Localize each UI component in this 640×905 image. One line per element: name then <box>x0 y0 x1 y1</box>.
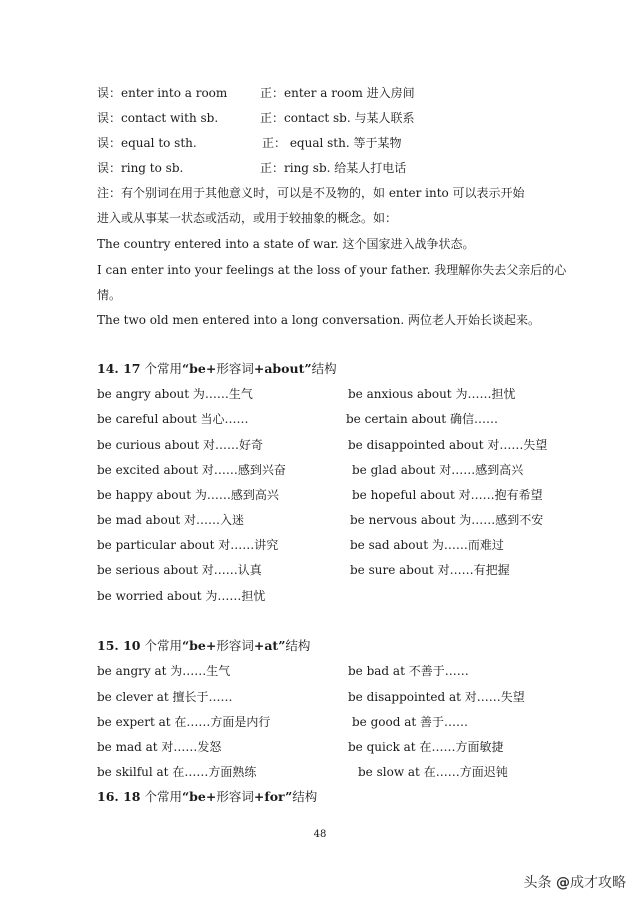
page-number: 48 <box>313 829 327 840</box>
phrase-left: be excited about 对……感到兴奋 <box>97 463 286 477</box>
example-sentence: The country entered into a state of war. 这个国家进入战争状态。 <box>97 237 475 251</box>
error-row-right: 正：enter a room 进入房间 <box>260 86 415 100</box>
note-text-line: 进入或从事某一状态或活动，或用于较抽象的概念。如： <box>97 211 398 225</box>
phrase-left: be serious about 对……认真 <box>97 563 262 577</box>
example-sentence: I can enter into your feelings at the loss of your father. 我理解你失去父亲后的心 <box>97 263 567 277</box>
error-row-wrong: 误：ring to sb. <box>97 161 184 175</box>
phrase-left: be happy about 为……感到高兴 <box>97 488 279 502</box>
example-sentence-cont: 情。 <box>97 288 122 302</box>
phrase-right: be bad at 不善于…… <box>348 664 469 678</box>
heading-text: 个常用 <box>140 361 182 376</box>
error-row-right: 正：ring sb. 给某人打电话 <box>260 161 407 175</box>
heading-bold: +at” <box>253 638 286 653</box>
heading-text: 形容词 <box>216 789 254 804</box>
phrase-right: be quick at 在……方面敏捷 <box>348 740 504 754</box>
phrase-right: be anxious about 为……担忧 <box>348 387 516 401</box>
phrase-right: be sure about 对……有把握 <box>350 563 510 577</box>
heading-text: 结构 <box>285 638 311 653</box>
heading-bold: +about” <box>253 361 312 376</box>
heading-bold: “be+ <box>181 789 217 804</box>
section-heading-16 <box>97 788 317 806</box>
watermark-prefix: 头条 <box>523 875 556 891</box>
phrase-left: be careful about 当心…… <box>97 412 249 426</box>
phrase-right: be certain about 确信…… <box>346 412 498 426</box>
phrase-left: be particular about 对……讲究 <box>97 538 279 552</box>
phrase-left: be mad about 对……入迷 <box>97 513 245 527</box>
heading-text: 形容词 <box>216 361 254 376</box>
phrase-left: be expert at 在……方面是内行 <box>97 715 271 729</box>
phrase-right: be hopeful about 对……抱有希望 <box>352 488 543 502</box>
heading-bold: “be+ <box>181 638 217 653</box>
heading-number: 15. 10 <box>97 638 141 653</box>
watermark <box>524 872 626 892</box>
note-text-line: 注：有个别词在用于其他意义时，可以是不及物的，如 enter into 可以表示开始 <box>97 186 525 200</box>
phrase-right: be good at 善于…… <box>352 715 469 729</box>
phrase-right: be sad about 为……而难过 <box>350 538 504 552</box>
heading-text: 形容词 <box>216 638 254 653</box>
heading-bold: +for” <box>253 789 293 804</box>
phrase-right: be nervous about 为……感到不安 <box>350 513 544 527</box>
heading-number: 16. 18 <box>97 789 141 804</box>
phrase-right: be glad about 对……感到高兴 <box>352 463 524 477</box>
phrase-left: be curious about 对……好奇 <box>97 438 263 452</box>
phrase-left: be clever at 擅长于…… <box>97 690 233 704</box>
phrase-left: be mad at 对……发怒 <box>97 740 222 754</box>
phrase-left: be angry at 为……生气 <box>97 664 231 678</box>
heading-text: 个常用 <box>140 789 182 804</box>
error-row-right: 正：contact sb. 与某人联系 <box>260 111 415 125</box>
phrase-left: be worried about 为……担忧 <box>97 589 266 603</box>
heading-bold: “be+ <box>181 361 217 376</box>
example-sentence: The two old men entered into a long conversation. 两位老人开始长谈起来。 <box>97 313 540 327</box>
heading-text: 结构 <box>292 789 318 804</box>
heading-text: 个常用 <box>140 638 182 653</box>
phrase-right: be disappointed about 对……失望 <box>348 438 548 452</box>
watermark-at: @ <box>556 875 570 891</box>
error-row-wrong: 误：contact with sb. <box>97 111 219 125</box>
error-row-right: 正： equal sth. 等于某物 <box>262 136 402 150</box>
phrase-left: be angry about 为……生气 <box>97 387 253 401</box>
phrase-left: be skilful at 在……方面熟练 <box>97 765 257 779</box>
error-row-wrong: 误：enter into a room <box>97 86 228 100</box>
watermark-name: 成才攻略 <box>570 875 626 891</box>
phrase-right: be disappointed at 对……失望 <box>348 690 525 704</box>
section-heading-14 <box>97 360 337 378</box>
error-row-wrong: 误：equal to sth. <box>97 136 197 150</box>
heading-text: 结构 <box>311 361 337 376</box>
section-heading-15 <box>97 637 310 655</box>
phrase-right: be slow at 在……方面迟钝 <box>358 765 508 779</box>
heading-number: 14. 17 <box>97 361 141 376</box>
